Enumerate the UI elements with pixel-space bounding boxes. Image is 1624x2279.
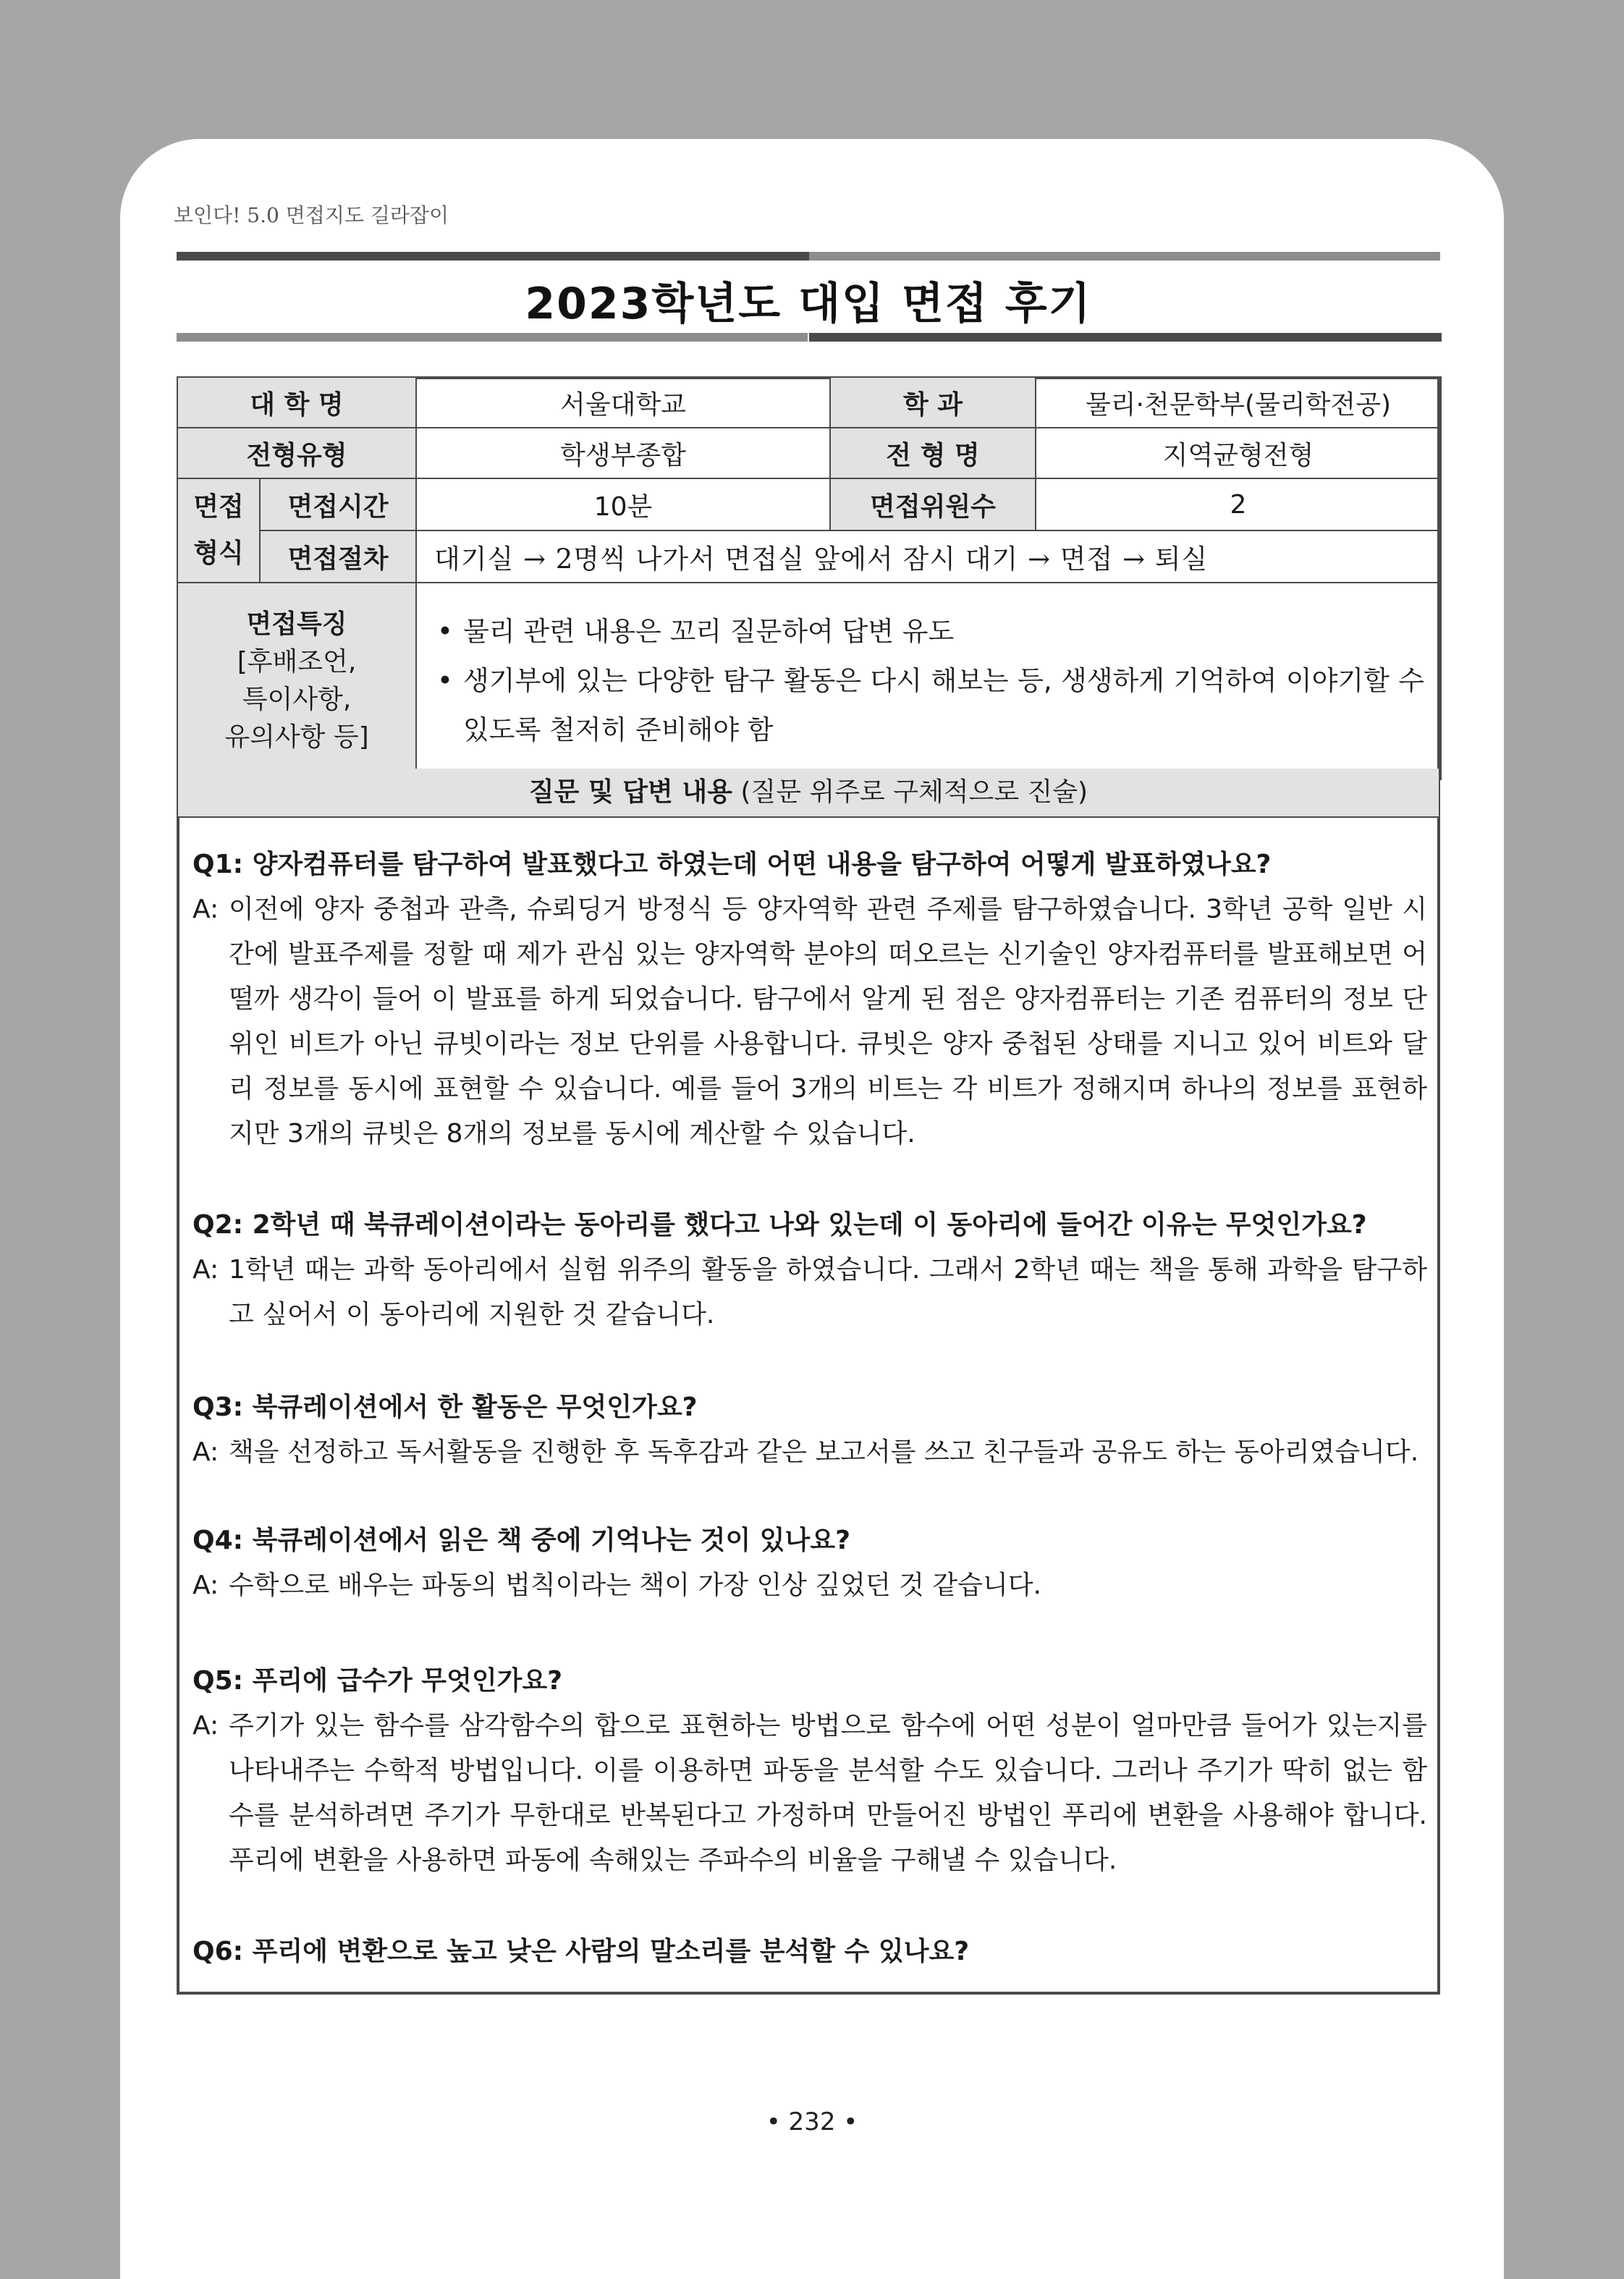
features-subtitle: 특이사항, <box>242 685 352 714</box>
rule-light-segment <box>809 252 1440 261</box>
features-list <box>417 607 1440 755</box>
answer-prefix: A: <box>193 895 219 924</box>
features-subtitle: 유의사항 등] <box>224 722 369 752</box>
answer-prefix: A: <box>193 1437 219 1467</box>
question: Q6: 푸리에 변환으로 높고 낮은 사람의 말소리를 분석할 수 있나요? <box>193 1937 970 1966</box>
answer-text: 수학으로 배우는 파동의 법칙이라는 책이 가장 인상 깊었던 것 같습니다. <box>229 1570 1041 1600</box>
admission-name-label: 전 형 명 <box>830 428 1036 478</box>
university-value: 서울대학교 <box>416 377 830 428</box>
question: Q2: 2학년 때 북큐레이션이라는 동아리를 했다고 나와 있는데 이 동아리에 들어간 이유는 무엇인가요? <box>193 1210 1367 1240</box>
info-row <box>177 428 1441 478</box>
rule-dark-segment <box>809 333 1442 342</box>
qa-item <box>193 1385 1427 1475</box>
right-decor-bar <box>1504 395 1624 410</box>
list-item <box>434 656 1424 755</box>
left-decor-bar <box>0 395 120 410</box>
answer <box>193 1563 1427 1608</box>
rule-dark-segment <box>177 252 809 261</box>
answer <box>193 1248 1427 1337</box>
department-value: 물리·천문학부(물리학전공) <box>1036 377 1441 428</box>
features-title: 면접특징 <box>246 609 347 639</box>
answer-text: 책을 선정하고 독서활동을 진행한 후 독후감과 같은 보고서를 쓰고 친구들과 공유도 하는 동아리였습니다. <box>229 1437 1419 1467</box>
qa-item <box>193 1518 1427 1608</box>
interviewers-label: 면접위원수 <box>830 478 1036 530</box>
question: Q1: 양자컴퓨터를 탐구하여 발표했다고 하였는데 어떤 내용을 탐구하여 어떻게 발표하였나요? <box>193 850 1272 879</box>
features-subtitle: [후배조언, <box>237 647 357 677</box>
feature-text: 물리 관련 내용은 꼬리 질문하여 답변 유도 <box>463 616 955 647</box>
info-row <box>177 583 1441 779</box>
title-rule-bottom <box>177 333 1440 342</box>
page-number: • 232 • <box>766 2107 858 2136</box>
qa-item <box>193 1929 1427 1974</box>
features-label <box>177 583 416 779</box>
rule-light-segment <box>177 333 808 342</box>
bullet-icon: • <box>437 665 453 696</box>
format-label-line: 형식 <box>193 538 244 568</box>
qa-header-bold: 질문 및 답변 내용 <box>528 777 732 807</box>
answer-text: 주기가 있는 함수를 삼각함수의 합으로 표현하는 방법으로 함수에 어떤 성분이 얼마만큼 들어가 있는지를 나타내주는 수학적 방법입니다. 이를 이용하면 파동을 분석할 수도 있습니다. 그러나 주기가 딱히 없는 함수를 분석하려면 주기가 무한대로 반복된다고 가정하며 만들어진 방법인 푸리에 변환을 사용해야 합니다. 푸리에 변환을 사용하면 파동에 속해있는 주파수의 비율을 구해낼 수 있습니다. <box>229 1711 1427 1875</box>
procedure-value: 대기실 → 2명씩 나가서 면접실 앞에서 잠시 대기 → 면접 → 퇴실 <box>416 530 1441 583</box>
bullet-icon: • <box>437 616 453 647</box>
question: Q4: 북큐레이션에서 읽은 책 중에 기억나는 것이 있나요? <box>193 1526 850 1555</box>
format-label-line: 면접 <box>193 492 244 522</box>
running-header: 보인다! 5.0 면접지도 길라잡이 <box>174 203 449 227</box>
info-row <box>177 530 1441 583</box>
answer <box>193 887 1427 1157</box>
answer-prefix: A: <box>193 1711 219 1741</box>
time-value: 10분 <box>416 478 830 530</box>
answer-prefix: A: <box>193 1570 219 1600</box>
feature-text: 생기부에 있는 다양한 탐구 활동은 다시 해보는 등, 생생하게 기억하여 이야기할 수 있도록 철저히 준비해야 함 <box>463 665 1424 745</box>
admission-type-label: 전형유형 <box>177 428 416 478</box>
features-content <box>416 583 1441 779</box>
department-label: 학 과 <box>830 377 1036 428</box>
admission-type-value: 학생부종합 <box>416 428 830 478</box>
qa-section-header <box>178 769 1439 818</box>
answer-text: 1학년 때는 과학 동아리에서 실험 위주의 활동을 하였습니다. 그래서 2학년 때는 책을 통해 과학을 탐구하고 싶어서 이 동아리에 지원한 것 같습니다. <box>229 1255 1427 1329</box>
info-row <box>177 377 1441 428</box>
question: Q3: 북큐레이션에서 한 활동은 무엇인가요? <box>193 1392 698 1422</box>
time-label: 면접시간 <box>260 478 416 530</box>
qa-item <box>193 842 1427 1157</box>
list-item <box>434 607 1424 656</box>
qa-item <box>193 1203 1427 1337</box>
features-label-block <box>178 606 415 756</box>
procedure-label: 면접절차 <box>260 530 416 583</box>
info-row <box>177 478 1441 530</box>
answer <box>193 1704 1427 1883</box>
answer-prefix: A: <box>193 1255 219 1285</box>
answer <box>193 1430 1427 1475</box>
qa-item <box>193 1659 1427 1883</box>
format-label <box>177 478 260 583</box>
answer-text: 이전에 양자 중첩과 관측, 슈뢰딩거 방정식 등 양자역학 관련 주제를 탐구하였습니다. 3학년 공학 일반 시간에 발표주제를 정할 때 제가 관심 있는 양자역학 분야의 떠오르는 신기술인 양자컴퓨터를 발표해보면 어떨까 생각이 들어 이 발표를 하게 되었습니다. 탐구에서 알게 된 점은 양자컴퓨터는 기존 컴퓨터의 정보 단위인 비트가 아닌 큐빗이라는 정보 단위를 사용합니다. 큐빗은 양자 중첩된 상태를 지니고 있어 비트와 달리 정보를 동시에 표현할 수 있습니다. 예를 들어 3개의 비트는 각 비트가 정해지며 하나의 정보를 표현하지만 3개의 큐빗은 8개의 정보를 동시에 계산할 수 있습니다. <box>229 895 1427 1149</box>
admission-name-value: 지역균형전형 <box>1036 428 1441 478</box>
interview-info-table <box>177 376 1442 780</box>
title-rule-top <box>177 252 1440 261</box>
qa-header-note: (질문 위주로 구체적으로 진술) <box>740 777 1088 807</box>
page-title: 2023학년도 대입 면접 후기 <box>525 279 1092 329</box>
interviewers-value: 2 <box>1036 478 1441 530</box>
university-label: 대 학 명 <box>177 377 416 428</box>
question: Q5: 푸리에 급수가 무엇인가요? <box>193 1666 563 1696</box>
